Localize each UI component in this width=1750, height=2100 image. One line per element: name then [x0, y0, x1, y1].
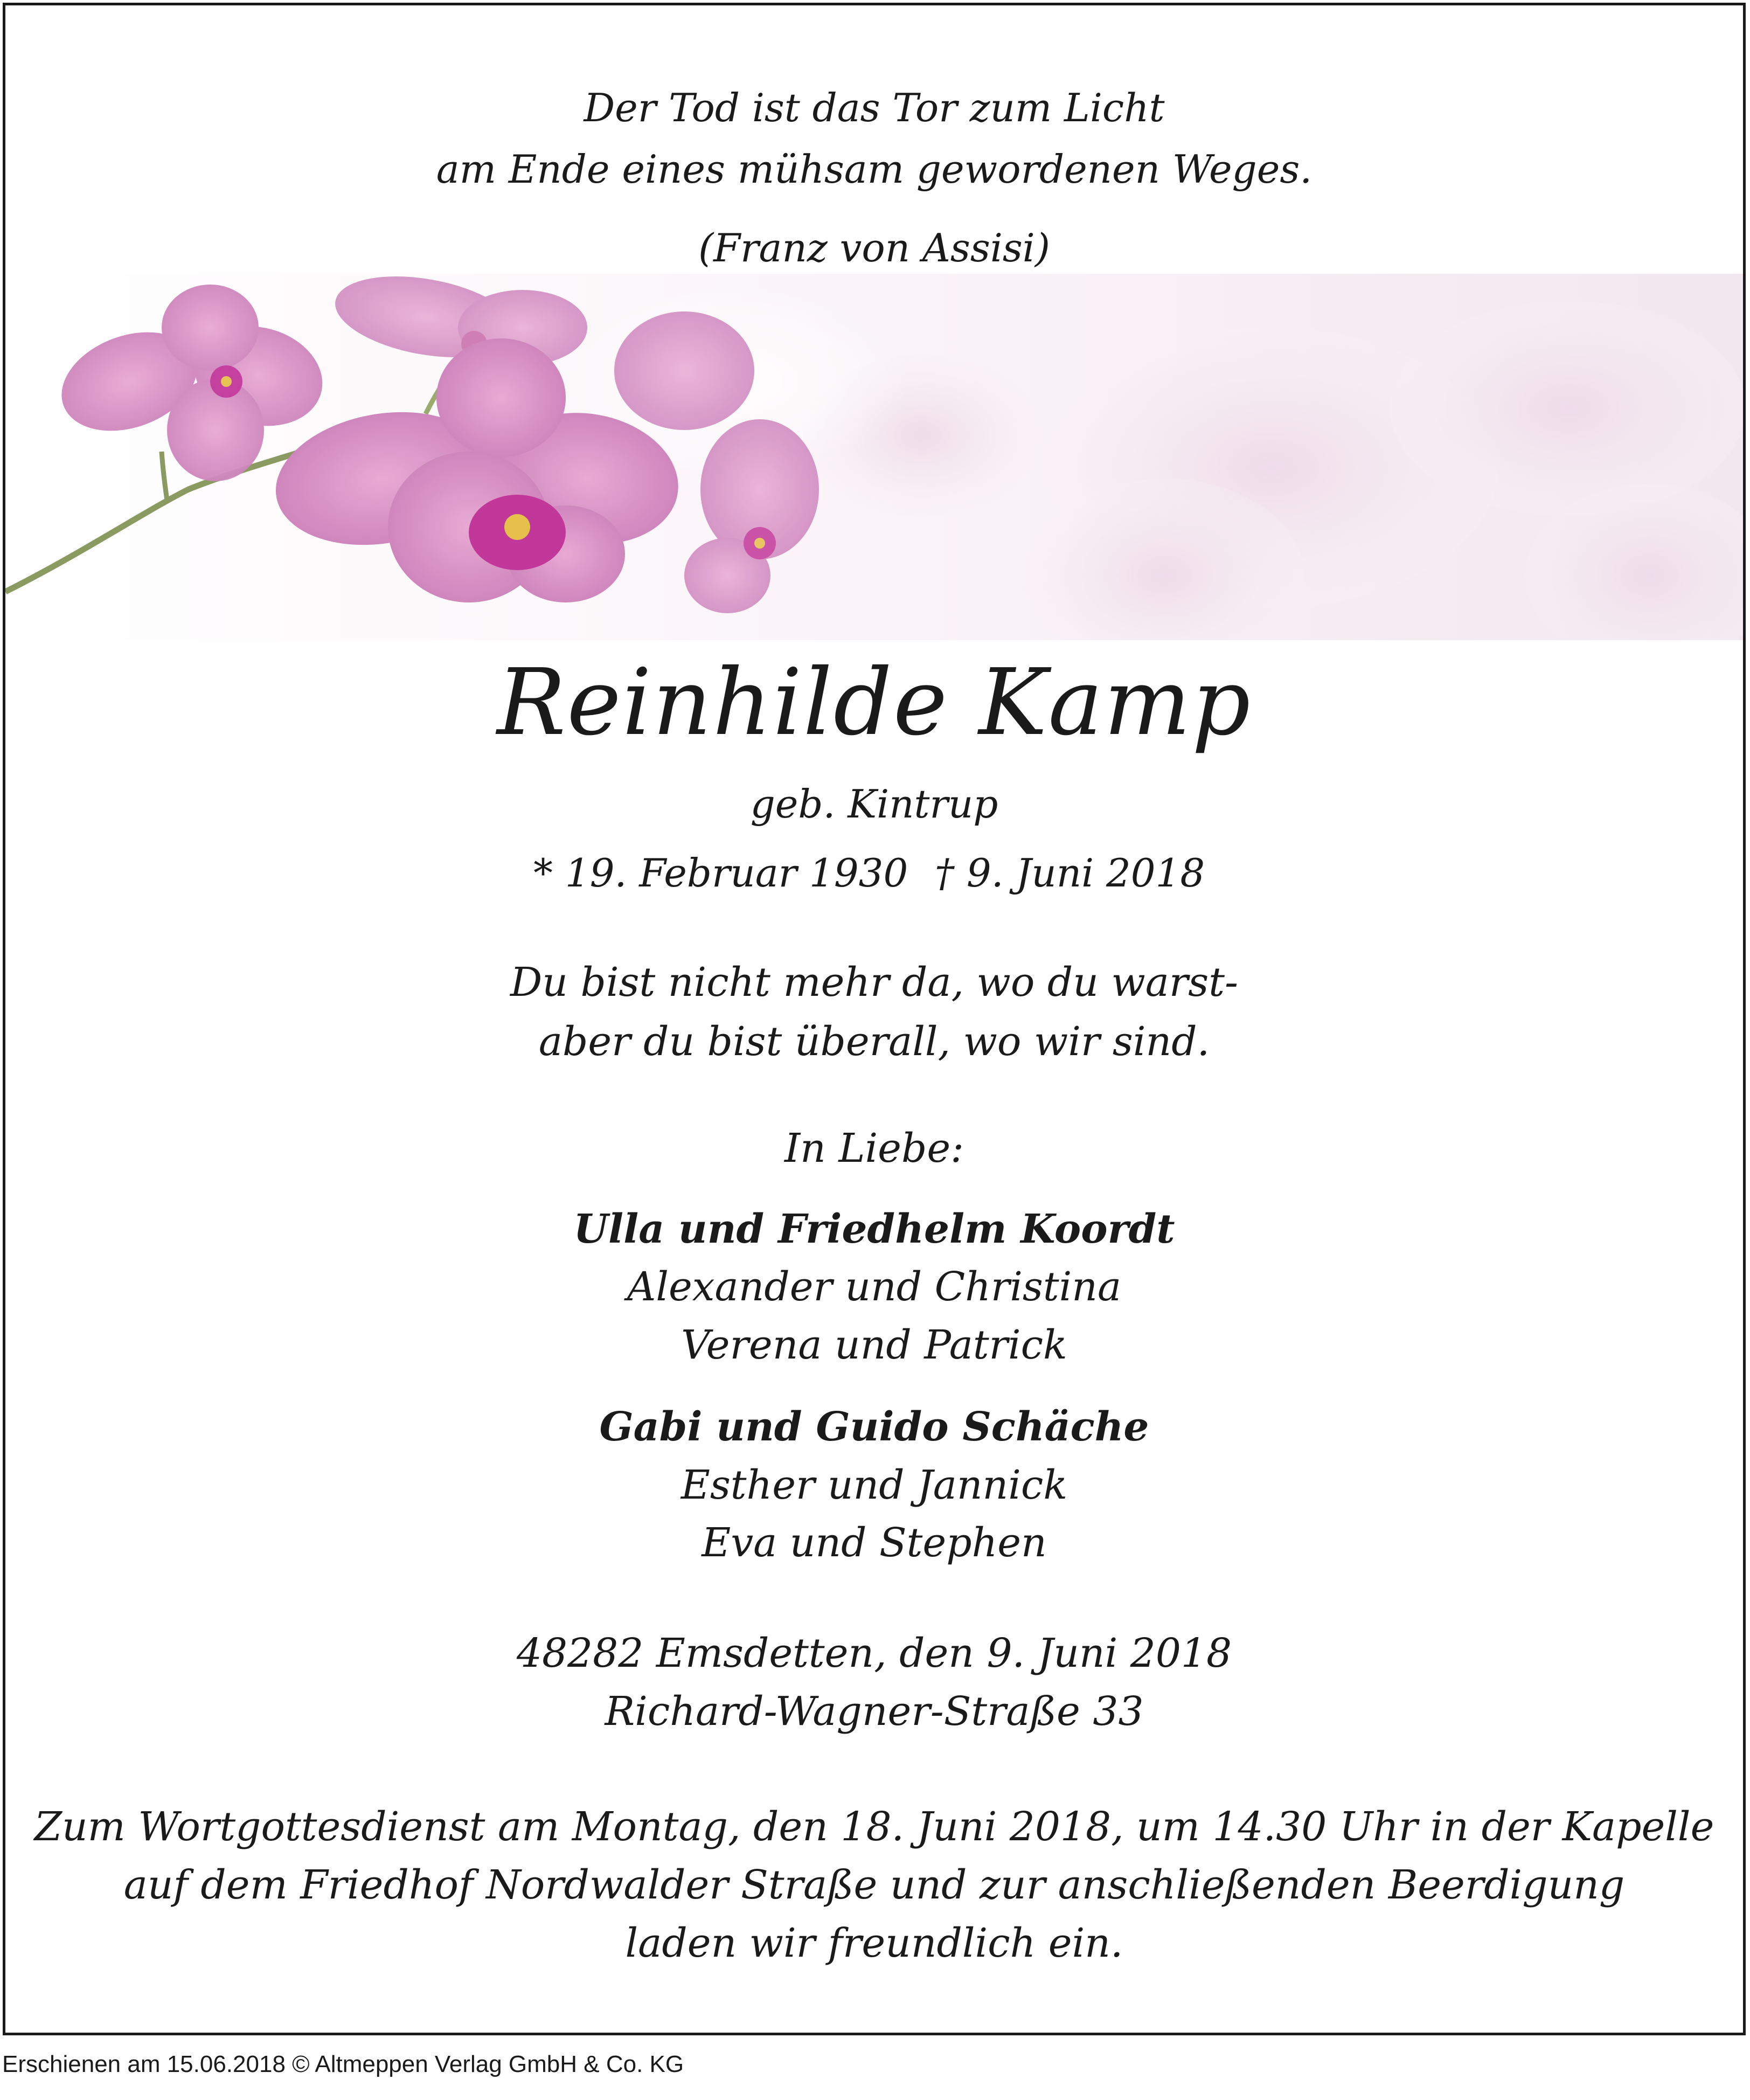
address-line-1: 48282 Emsdetten, den 9. Juni 2018 — [516, 1630, 1232, 1676]
family-1-head: Ulla und Friedhelm Koordt — [573, 1206, 1175, 1252]
family-2-member: Eva und Stephen — [702, 1520, 1047, 1566]
service-line-1: Zum Wortgottesdienst am Montag, den 18. Juni 2018, um 14.30 Uhr in der Kapelle — [34, 1804, 1714, 1850]
obituary-frame — [3, 3, 1746, 2035]
birth-date: * 19. Februar 1930 — [533, 850, 908, 896]
quote-line-2: am Ende eines mühsam gewordenen Weges. — [436, 147, 1313, 192]
verse-line-1: Du bist nicht mehr da, wo du warst- — [510, 959, 1239, 1006]
family-1-member: Alexander und Christina — [627, 1264, 1122, 1310]
publication-footer: Erschienen am 15.06.2018 © Altmeppen Verlag GmbH & Co. KG — [2, 2051, 684, 2077]
family-2-member: Esther und Jannick — [680, 1462, 1068, 1508]
verse-line-2: aber du bist überall, wo wir sind. — [538, 1018, 1210, 1065]
death-date: † 9. Juni 2018 — [935, 850, 1205, 896]
service-line-3: laden wir freundlich ein. — [625, 1920, 1123, 1966]
family-1-member: Verena und Patrick — [681, 1322, 1067, 1368]
address-line-2: Richard-Wagner-Straße 33 — [605, 1688, 1144, 1735]
orchid-banner-image — [5, 274, 1743, 640]
mourners-intro: In Liebe: — [784, 1125, 964, 1172]
quote-line-1: Der Tod ist das Tor zum Licht — [584, 85, 1165, 130]
service-line-2: auf dem Friedhof Nordwalder Straße und zur anschließenden Beerdigung — [123, 1862, 1625, 1908]
family-2-head: Gabi und Guido Schäche — [599, 1404, 1149, 1450]
quote-author: (Franz von Assisi) — [698, 225, 1050, 271]
maiden-name: geb. Kintrup — [750, 781, 998, 827]
deceased-name: Reinhilde Kamp — [497, 649, 1252, 756]
